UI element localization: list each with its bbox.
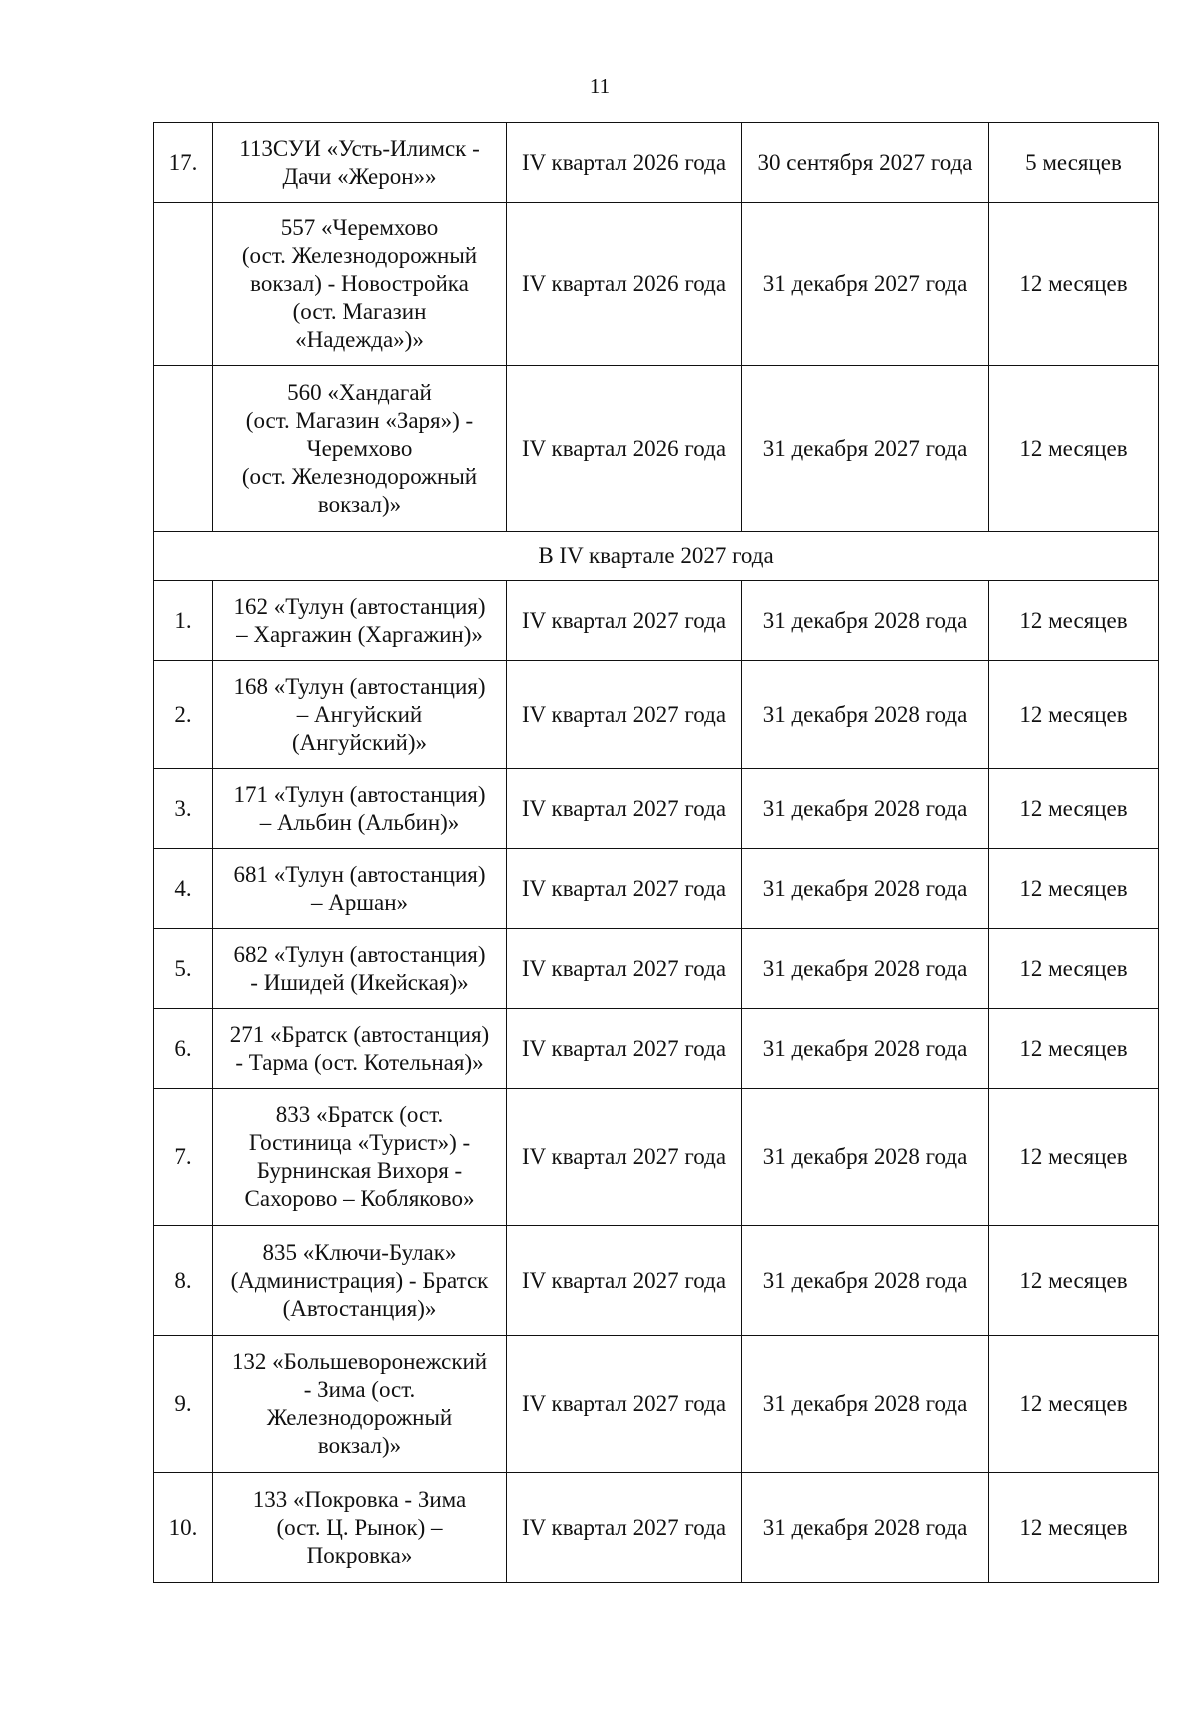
- start-period-cell: IV квартал 2027 года: [507, 849, 742, 929]
- row-number: 5.: [154, 929, 213, 1009]
- table-row: [154, 1473, 1159, 1583]
- row-number: 10.: [154, 1473, 213, 1583]
- start-period-cell: IV квартал 2027 года: [507, 1226, 742, 1336]
- table-row: [154, 1089, 1159, 1226]
- route-line: - Зима (ост.: [303, 1377, 416, 1402]
- row-number: 6.: [154, 1009, 213, 1089]
- route-line: 132 «Большеворонежский: [231, 1349, 488, 1374]
- duration-cell: 12 месяцев: [989, 1089, 1159, 1226]
- route-line: 171 «Тулун (автостанция): [233, 781, 486, 807]
- route-cell: [213, 123, 507, 203]
- start-period-cell: IV квартал 2027 года: [507, 1336, 742, 1473]
- table-row: [154, 123, 1159, 203]
- row-number: [154, 203, 213, 366]
- table-row: [154, 661, 1159, 769]
- route-line: (Ангуйский)»: [292, 729, 427, 755]
- duration-cell: 12 месяцев: [989, 1336, 1159, 1473]
- route-line: Дачи «Жерон»»: [282, 163, 437, 189]
- table-row: [154, 929, 1159, 1009]
- table-row: [154, 849, 1159, 929]
- route-line: 681 «Тулун (автостанция): [233, 861, 486, 887]
- row-number: 7.: [154, 1089, 213, 1226]
- route-cell: [213, 1226, 507, 1336]
- route-line: – Харгажин (Харгажин)»: [236, 621, 483, 647]
- duration-cell: 5 месяцев: [989, 123, 1159, 203]
- start-period-cell: IV квартал 2027 года: [507, 1009, 742, 1089]
- route-line: – Ангуйский: [296, 701, 423, 727]
- table-row: [154, 366, 1159, 532]
- row-number: 9.: [154, 1336, 213, 1473]
- route-line: 271 «Братск (автостанция): [229, 1021, 490, 1047]
- route-line: – Аршан»: [310, 889, 409, 915]
- start-period-cell: IV квартал 2026 года: [507, 366, 742, 532]
- row-number: [154, 366, 213, 532]
- route-line: 113СУИ «Усть-Илимск -: [239, 135, 480, 161]
- route-line: - Ишидей (Икейская)»: [250, 969, 469, 995]
- row-number: 4.: [154, 849, 213, 929]
- route-line: вокзал)»: [317, 491, 402, 517]
- route-line: (ост. Железнодорожный: [241, 243, 478, 268]
- table-row: [154, 769, 1159, 849]
- route-line: Сахорово – Кобляково»: [244, 1186, 475, 1211]
- route-cell: [213, 1009, 507, 1089]
- route-line: Бурнинская Вихоря -: [256, 1158, 463, 1183]
- end-date-cell: 31 декабря 2028 года: [742, 661, 989, 769]
- route-line: 833 «Братск (ост.: [275, 1102, 444, 1127]
- end-date-cell: 31 декабря 2028 года: [742, 769, 989, 849]
- route-line: Гостиница «Турист») -: [248, 1130, 471, 1155]
- route-line: – Альбин (Альбин)»: [259, 809, 460, 835]
- duration-cell: 12 месяцев: [989, 769, 1159, 849]
- start-period-cell: IV квартал 2027 года: [507, 581, 742, 661]
- section-title: В IV квартале 2027 года: [154, 532, 1159, 581]
- end-date-cell: 31 декабря 2028 года: [742, 1473, 989, 1583]
- route-cell: [213, 203, 507, 366]
- section-row: [154, 532, 1159, 581]
- table-body-before: [154, 123, 1159, 532]
- end-date-cell: 31 декабря 2028 года: [742, 581, 989, 661]
- row-number: 17.: [154, 123, 213, 203]
- route-line: 560 «Хандагай: [287, 379, 432, 405]
- end-date-cell: 31 декабря 2028 года: [742, 1089, 989, 1226]
- route-line: (Администрация) - Братск: [230, 1267, 489, 1293]
- duration-cell: 12 месяцев: [989, 366, 1159, 532]
- route-line: вокзал) - Новостройка: [250, 271, 469, 296]
- route-cell: [213, 661, 507, 769]
- route-line: (ост. Ц. Рынок) –: [276, 1514, 443, 1540]
- duration-cell: 12 месяцев: [989, 1473, 1159, 1583]
- route-line: 133 «Покровка - Зима: [252, 1486, 467, 1512]
- route-cell: [213, 1336, 507, 1473]
- route-cell: [213, 581, 507, 661]
- route-cell: [213, 849, 507, 929]
- end-date-cell: 31 декабря 2028 года: [742, 1336, 989, 1473]
- duration-cell: 12 месяцев: [989, 929, 1159, 1009]
- end-date-cell: 31 декабря 2028 года: [742, 1226, 989, 1336]
- start-period-cell: IV квартал 2027 года: [507, 1089, 742, 1226]
- table-row: [154, 581, 1159, 661]
- route-line: 557 «Черемхово: [280, 215, 439, 240]
- start-period-cell: IV квартал 2026 года: [507, 123, 742, 203]
- route-line: вокзал)»: [317, 1433, 402, 1458]
- routes-table: [153, 122, 1159, 1583]
- row-number: 3.: [154, 769, 213, 849]
- duration-cell: 12 месяцев: [989, 1226, 1159, 1336]
- route-cell: [213, 929, 507, 1009]
- table-row: [154, 203, 1159, 366]
- start-period-cell: IV квартал 2027 года: [507, 661, 742, 769]
- start-period-cell: IV квартал 2026 года: [507, 203, 742, 366]
- route-line: (ост. Магазин: [292, 299, 427, 324]
- end-date-cell: 31 декабря 2028 года: [742, 849, 989, 929]
- route-line: «Надежда»)»: [295, 327, 424, 352]
- route-line: Покровка»: [306, 1542, 413, 1568]
- table-row: [154, 1009, 1159, 1089]
- route-cell: [213, 769, 507, 849]
- route-line: 682 «Тулун (автостанция): [233, 941, 486, 967]
- end-date-cell: 30 сентября 2027 года: [742, 123, 989, 203]
- route-cell: [213, 366, 507, 532]
- route-line: Черемхово: [306, 435, 413, 461]
- duration-cell: 12 месяцев: [989, 661, 1159, 769]
- route-line: (Автостанция)»: [282, 1295, 437, 1321]
- duration-cell: 12 месяцев: [989, 203, 1159, 366]
- page-number: 11: [589, 74, 611, 98]
- route-line: 162 «Тулун (автостанция): [233, 593, 486, 619]
- route-line: (ост. Магазин «Заря») -: [245, 407, 474, 433]
- route-line: - Тарма (ост. Котельная)»: [235, 1049, 484, 1075]
- row-number: 8.: [154, 1226, 213, 1336]
- end-date-cell: 31 декабря 2028 года: [742, 929, 989, 1009]
- end-date-cell: 31 декабря 2027 года: [742, 366, 989, 532]
- route-line: 835 «Ключи-Булак»: [262, 1239, 457, 1265]
- row-number: 1.: [154, 581, 213, 661]
- table-row: [154, 1336, 1159, 1473]
- start-period-cell: IV квартал 2027 года: [507, 769, 742, 849]
- end-date-cell: 31 декабря 2027 года: [742, 203, 989, 366]
- duration-cell: 12 месяцев: [989, 849, 1159, 929]
- route-line: (ост. Железнодорожный: [241, 463, 478, 489]
- route-line: Железнодорожный: [266, 1405, 453, 1430]
- start-period-cell: IV квартал 2027 года: [507, 1473, 742, 1583]
- table-row: [154, 1226, 1159, 1336]
- route-line: 168 «Тулун (автостанция): [233, 673, 486, 699]
- route-cell: [213, 1473, 507, 1583]
- route-cell: [213, 1089, 507, 1226]
- row-number: 2.: [154, 661, 213, 769]
- start-period-cell: IV квартал 2027 года: [507, 929, 742, 1009]
- duration-cell: 12 месяцев: [989, 581, 1159, 661]
- end-date-cell: 31 декабря 2028 года: [742, 1009, 989, 1089]
- section-body: [154, 532, 1159, 581]
- duration-cell: 12 месяцев: [989, 1009, 1159, 1089]
- table-body-after: [154, 581, 1159, 1583]
